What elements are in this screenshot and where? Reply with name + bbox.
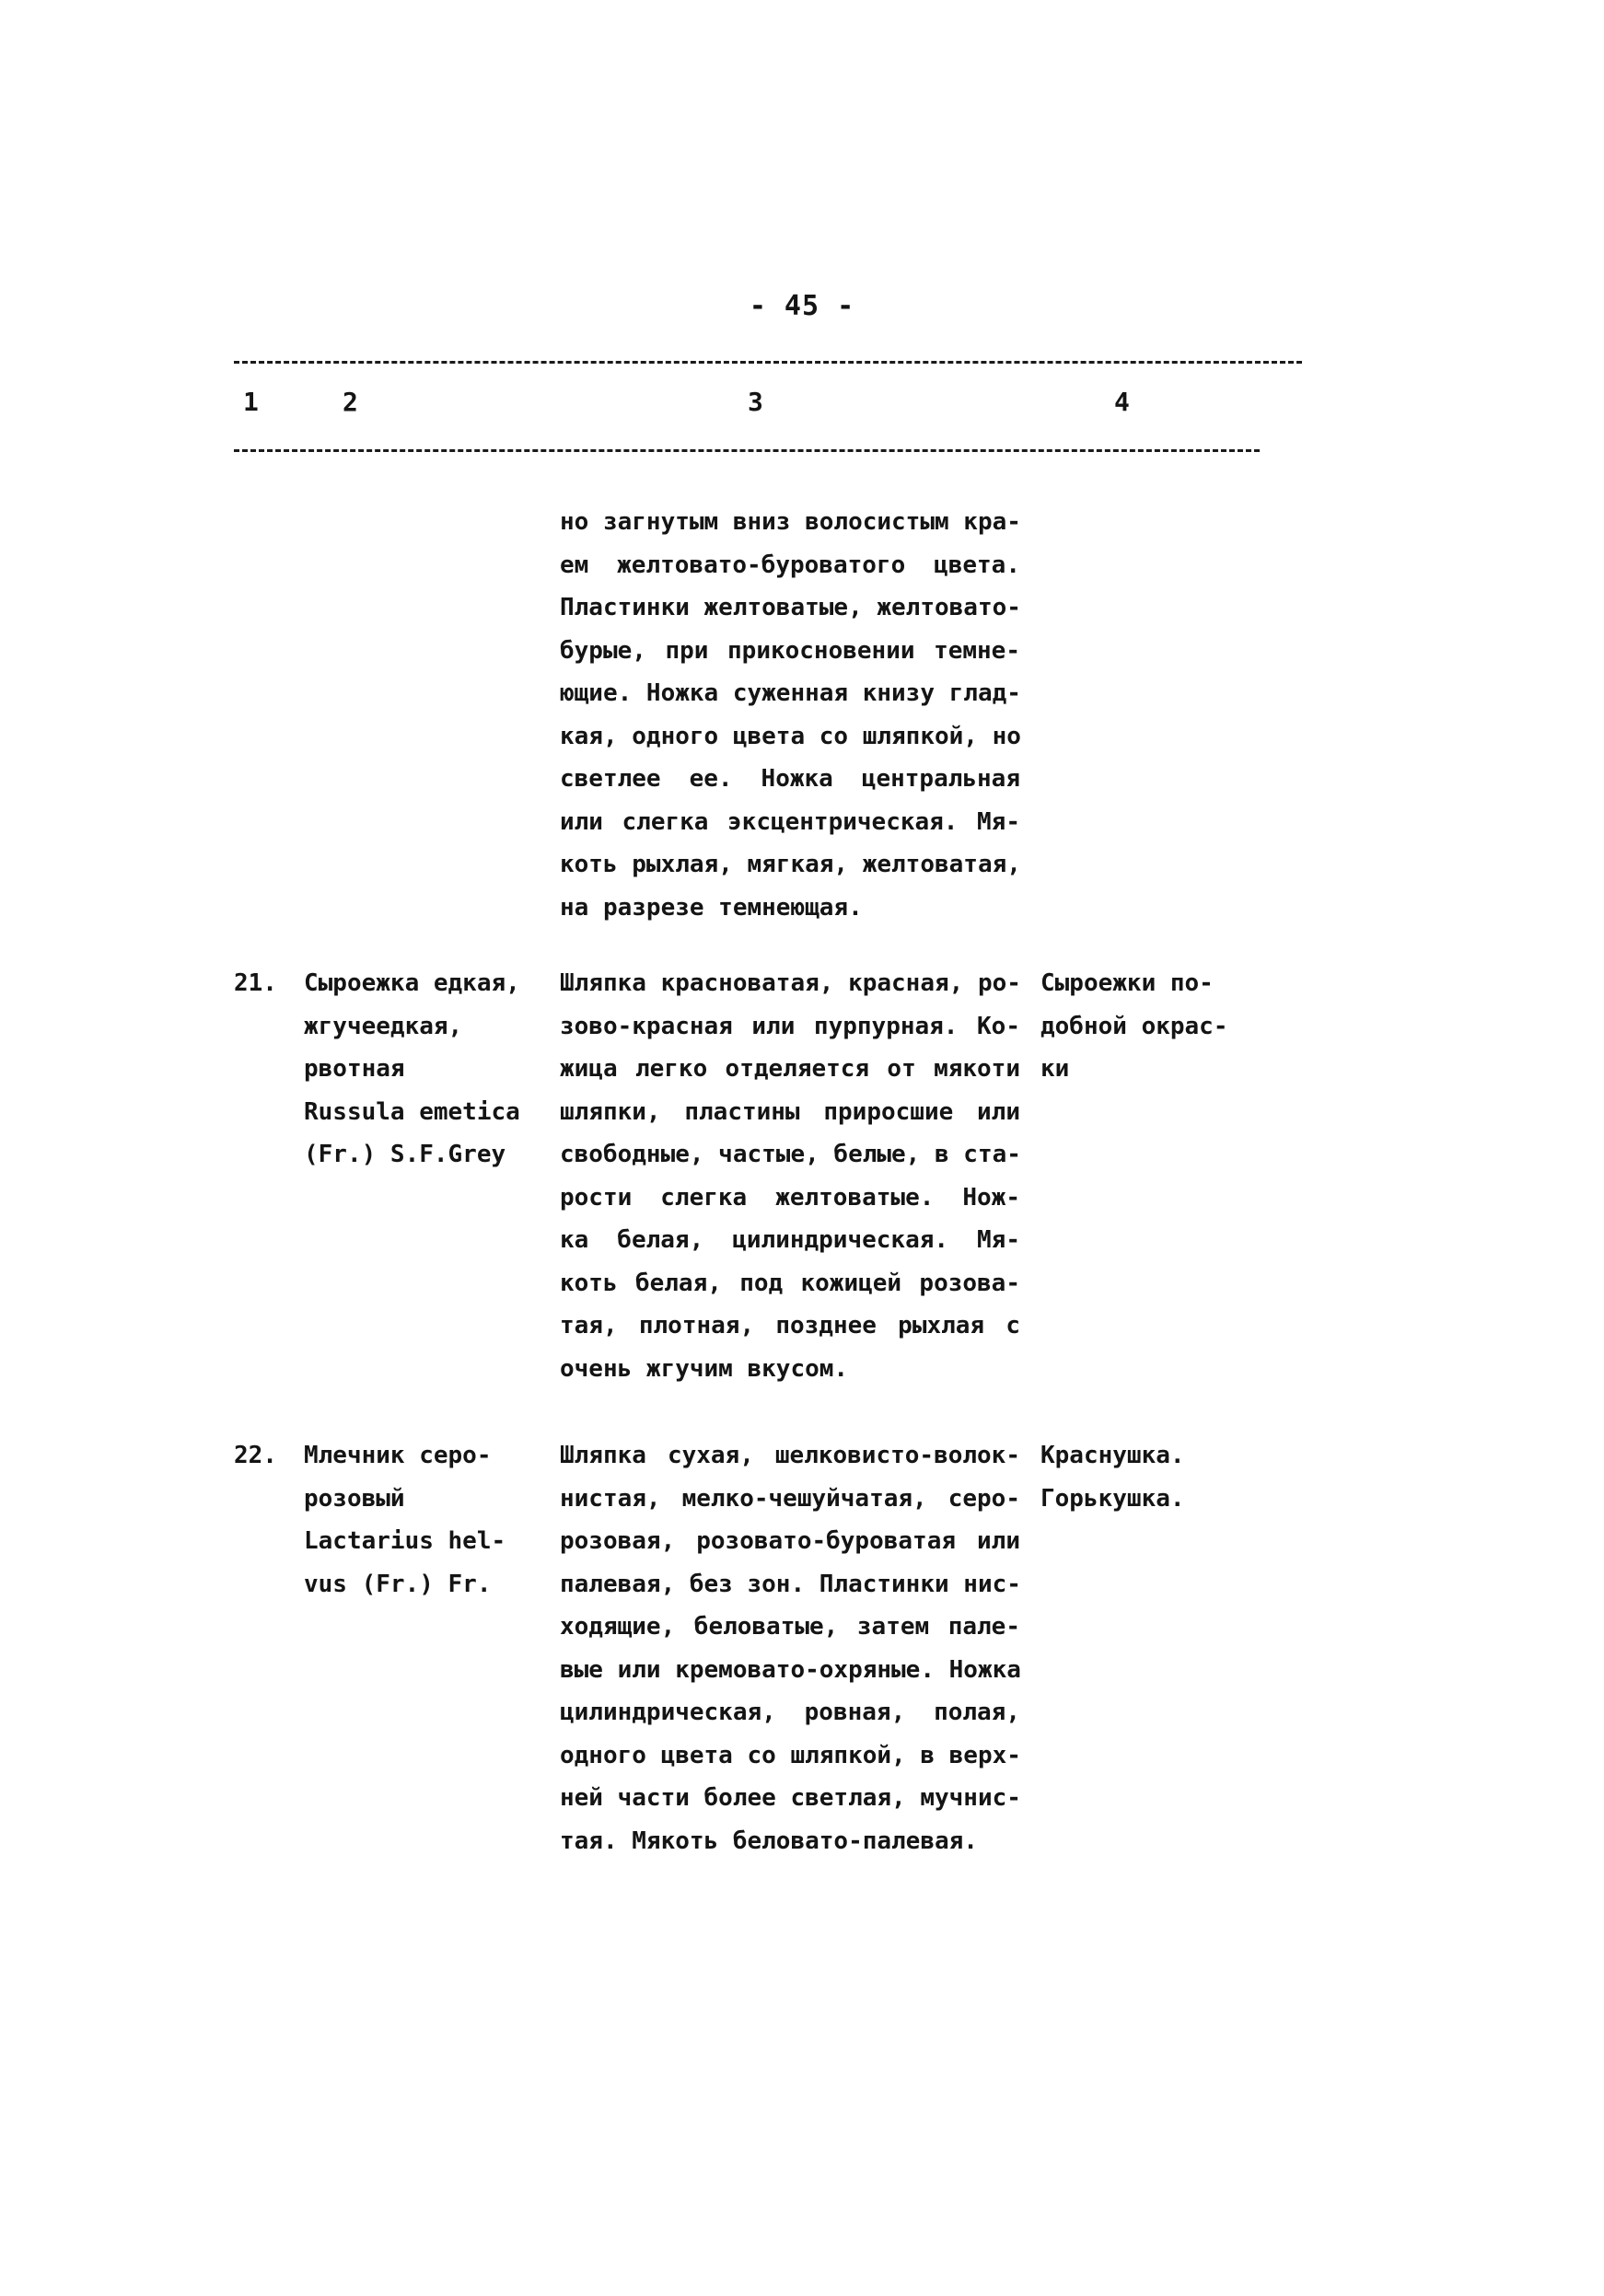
species-name-line: Млечник серо- bbox=[304, 1442, 492, 1469]
description-line: или слегка эксцентрическая. Мя- bbox=[560, 807, 1020, 836]
similar-species-note bbox=[1040, 962, 1252, 1091]
entry-number: 22. bbox=[234, 1442, 277, 1469]
column-header-3: 3 bbox=[748, 387, 763, 417]
column-header-2: 2 bbox=[343, 387, 358, 417]
column-header-4: 4 bbox=[1114, 387, 1130, 417]
description-line: шляпки, пластины приросшие или bbox=[560, 1097, 1020, 1126]
description-line: кая, одного цвета со шляпкой, но bbox=[560, 722, 1021, 750]
description-line: рости слегка желтоватые. Нож- bbox=[560, 1183, 1020, 1212]
description-line: коть рыхлая, мягкая, желтоватая, bbox=[560, 851, 1021, 878]
description-line: ка белая, цилиндрическая. Мя- bbox=[560, 1226, 1020, 1254]
description-line: но загнутым вниз волосистым кра- bbox=[560, 508, 1021, 536]
species-name-line: Russula emetica bbox=[304, 1097, 520, 1126]
similar-species-note bbox=[1040, 1434, 1252, 1520]
description-line: палевая, без зон. Пластинки нис- bbox=[560, 1570, 1021, 1598]
table-header-bottom-rule bbox=[234, 449, 1260, 452]
species-name bbox=[304, 962, 534, 1177]
species-name-line: рвотная bbox=[304, 1055, 405, 1083]
species-name-line: (Fr.) S.F.Grey bbox=[304, 1141, 506, 1168]
description-line: нистая, мелко-чешуйчатая, серо- bbox=[560, 1484, 1020, 1513]
description-line: розовая, розовато-буроватая или bbox=[560, 1527, 1020, 1555]
description-line: Шляпка красноватая, красная, ро- bbox=[560, 969, 1021, 997]
species-name-line: розовый bbox=[304, 1484, 405, 1513]
description-line: вые или кремовато-охряные. Ножка bbox=[560, 1655, 1021, 1684]
species-description bbox=[560, 962, 1020, 1390]
species-name-line: жгучеедкая, bbox=[304, 1012, 463, 1040]
description-line: цилиндрическая, ровная, полая, bbox=[560, 1699, 1020, 1726]
description-line: одного цвета со шляпкой, в верх- bbox=[560, 1741, 1021, 1769]
description-line: на разрезе темнеющая. bbox=[560, 893, 863, 922]
species-name-line: vus (Fr.) Fr. bbox=[304, 1570, 492, 1598]
note-line: ки bbox=[1040, 1055, 1070, 1083]
description-line: тая, плотная, позднее рыхлая с bbox=[560, 1312, 1020, 1339]
note-line: добной окрас- bbox=[1040, 1012, 1228, 1040]
description-line: свободные, частые, белые, в ста- bbox=[560, 1141, 1021, 1168]
species-name bbox=[304, 1434, 534, 1606]
description-line: ющие. Ножка суженная книзу глад- bbox=[560, 679, 1021, 707]
description-line: жица легко отделяется от мякоти bbox=[560, 1055, 1020, 1083]
continuation-description bbox=[560, 501, 1020, 929]
description-line: коть белая, под кожицей розова- bbox=[560, 1269, 1020, 1297]
page-number: - 45 - bbox=[749, 290, 855, 322]
description-line: тая. Мякоть беловато-палевая. bbox=[560, 1826, 978, 1855]
table-header-top-rule bbox=[234, 361, 1302, 364]
description-line: ходящие, беловатые, затем пале- bbox=[560, 1613, 1020, 1641]
description-line: Шляпка сухая, шелковисто-волок- bbox=[560, 1442, 1020, 1469]
description-line: Пластинки желтоватые, желтовато- bbox=[560, 594, 1021, 621]
description-line: светлее ее. Ножка центральная bbox=[560, 765, 1020, 793]
species-description bbox=[560, 1434, 1020, 1862]
column-header-1: 1 bbox=[243, 387, 259, 417]
description-line: очень жгучим вкусом. bbox=[560, 1354, 849, 1383]
description-line: ем желтовато-буроватого цвета. bbox=[560, 551, 1020, 579]
description-line: ней части более светлая, мучнис- bbox=[560, 1784, 1021, 1812]
note-line: Сыроежки по- bbox=[1040, 969, 1214, 997]
description-line: зово-красная или пурпурная. Ко- bbox=[560, 1012, 1020, 1040]
entry-number: 21. bbox=[234, 969, 277, 997]
note-line: Горькушка. bbox=[1040, 1484, 1185, 1513]
description-line: бурые, при прикосновении темне- bbox=[560, 636, 1020, 665]
species-name-line: Lactarius hel- bbox=[304, 1527, 506, 1555]
note-line: Краснушка. bbox=[1040, 1442, 1185, 1469]
species-name-line: Сыроежка едкая, bbox=[304, 969, 520, 997]
